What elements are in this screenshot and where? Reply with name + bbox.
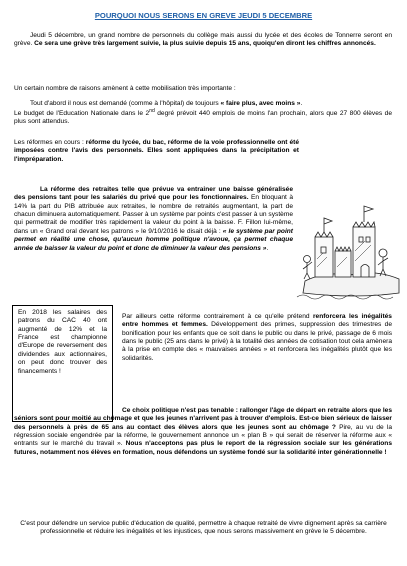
cac40-callout-box: En 2018 les salaires des patrons du CAC 40 ont augmenté de 12% et la France est championne d'Europe de reversement des dividendes aux actionnaires, on peut donc trouver des financements !: [12, 305, 113, 422]
budget-sup: nd: [149, 107, 155, 114]
intro-paragraph: [14, 32, 392, 49]
budget-text-a: Le budget de l'Education Nationale dans le 2: [14, 110, 150, 117]
cartoon-illustration-icon: [295, 201, 403, 300]
budget-text-b: degré prévoit 440 emplois de moins l'an prochain, alors que 27 800 élèves de plus sont attendus.: [14, 110, 393, 126]
pension-bold-text: La réforme des retraites telle que prévue va entrainer une baisse généralisée des pensions tant pour les salariés du privé que pour les fonctionnaires.: [14, 186, 293, 202]
closing-paragraph: C'est pour défendre un service public d'éducation de qualité, permettre à chaque retraité de vivre dignement après sa carrière professionnelle et réduire les inégalités et les injustices, que nous serons massivement en grève le 5 décembre.: [20, 520, 387, 536]
intro-bold-text: Ce sera une grève très largement suivie, la plus suivie depuis 15 ans, quoiqu'en diront les chiffres annoncés.: [34, 40, 376, 48]
fillon-text: F. Fillon lui-même, dans un « Grand oral devant les patrons » le 9/10/2016 le disait déjà :: [14, 219, 293, 235]
politics-bold-text-2: Est-ce bien sérieux de laisser des personnels à près de 65 ans au contact des élèves alors que les jeunes sont au chômage ?: [14, 415, 392, 431]
inequality-paragraph: [122, 313, 392, 363]
pension-end: .: [266, 244, 269, 252]
politics-bold-text-1: Ce choix politique n'est pas tenable : rallonger l'âge de départ en retraite alors que les séniors sont pour moitié au chômage et que les jeunes n'arrivent pas à trouver d'emplois.: [14, 407, 392, 423]
fillon-quote: « le système par point permet en réalité une chose, qu'aucun homme politique n'avoue, ça permet chaque année de baisser la valeur du point et donc de diminuer la valeur des pensions »: [14, 227, 293, 252]
reforms-text: Les réformes en cours :: [14, 139, 86, 146]
reasons-intro: Un certain nombre de raisons amènent à cette mobilisation très importante :: [14, 85, 236, 92]
hospital-quote: « faire plus, avec moins »: [220, 100, 301, 107]
politics-text: Pire, au vu de la régression sociale engendrée par la réforme, le gouvernement annonce un « plan B » qui serait de réserver la réforme aux « entrants sur le marché du travail ».: [14, 423, 392, 448]
pension-paragraph: [14, 186, 293, 253]
pension-text: En bloquant à 14% la part du PIB attribuée aux retraites, le nombre de retraités augmentant, la part de chacun diminuera automatiquement. Passer à un système par points c'est passer à un système qui permettrait de modifier très rapidement la valeur du point à la baisse.: [14, 194, 294, 227]
reforms-bold-text: réforme du lycée, du bac, réforme de la voie professionnelle ont été imposées contre l'avis des personnels. Elles sont appliquées dans la précipitation et l'impréparation.: [14, 139, 299, 163]
budget-paragraph: [14, 107, 393, 127]
inequality-bold-text: renforcera les inégalités entre hommes et femmes.: [122, 313, 392, 329]
reforms-paragraph: [14, 139, 299, 164]
hospital-line: [30, 100, 392, 108]
inequality-text-2: Développement des primes, suppression des trimestres de bonification pour les enfants que ce soit dans le public ou dans le privé, passage de 6 mois dans le public (25 ans dans le privé) à la totalité des années de cotisation tout cela amènera à la prise en compte des « mauvaises années » et renforcera les inégalités plutôt que les solidarités.: [122, 321, 393, 362]
page-title: POURQUOI NOUS SERONS EN GREVE JEUDI 5 DECEMBRE: [94, 11, 313, 20]
intro-text: Jeudi 5 décembre, un grand nombre de personnels du collège mais aussi du lycée et des écoles de Tonnerre seront en grève.: [14, 32, 392, 48]
politics-bold-text-3: Nous n'acceptons pas plus le report de la régression sociale sur les générations futures, notamment nos élèves en formation, nous défendons un système fondé sur la solidarité inter générationnelle !: [14, 440, 393, 456]
politics-paragraph: [14, 407, 392, 457]
inequality-text: Par ailleurs cette réforme contrairement à ce qu'elle prétend: [122, 313, 313, 320]
hospital-text: Tout d'abord il nous est demandé (comme à l'hôpital) de toujours: [30, 100, 221, 107]
hospital-end: .: [300, 100, 303, 107]
